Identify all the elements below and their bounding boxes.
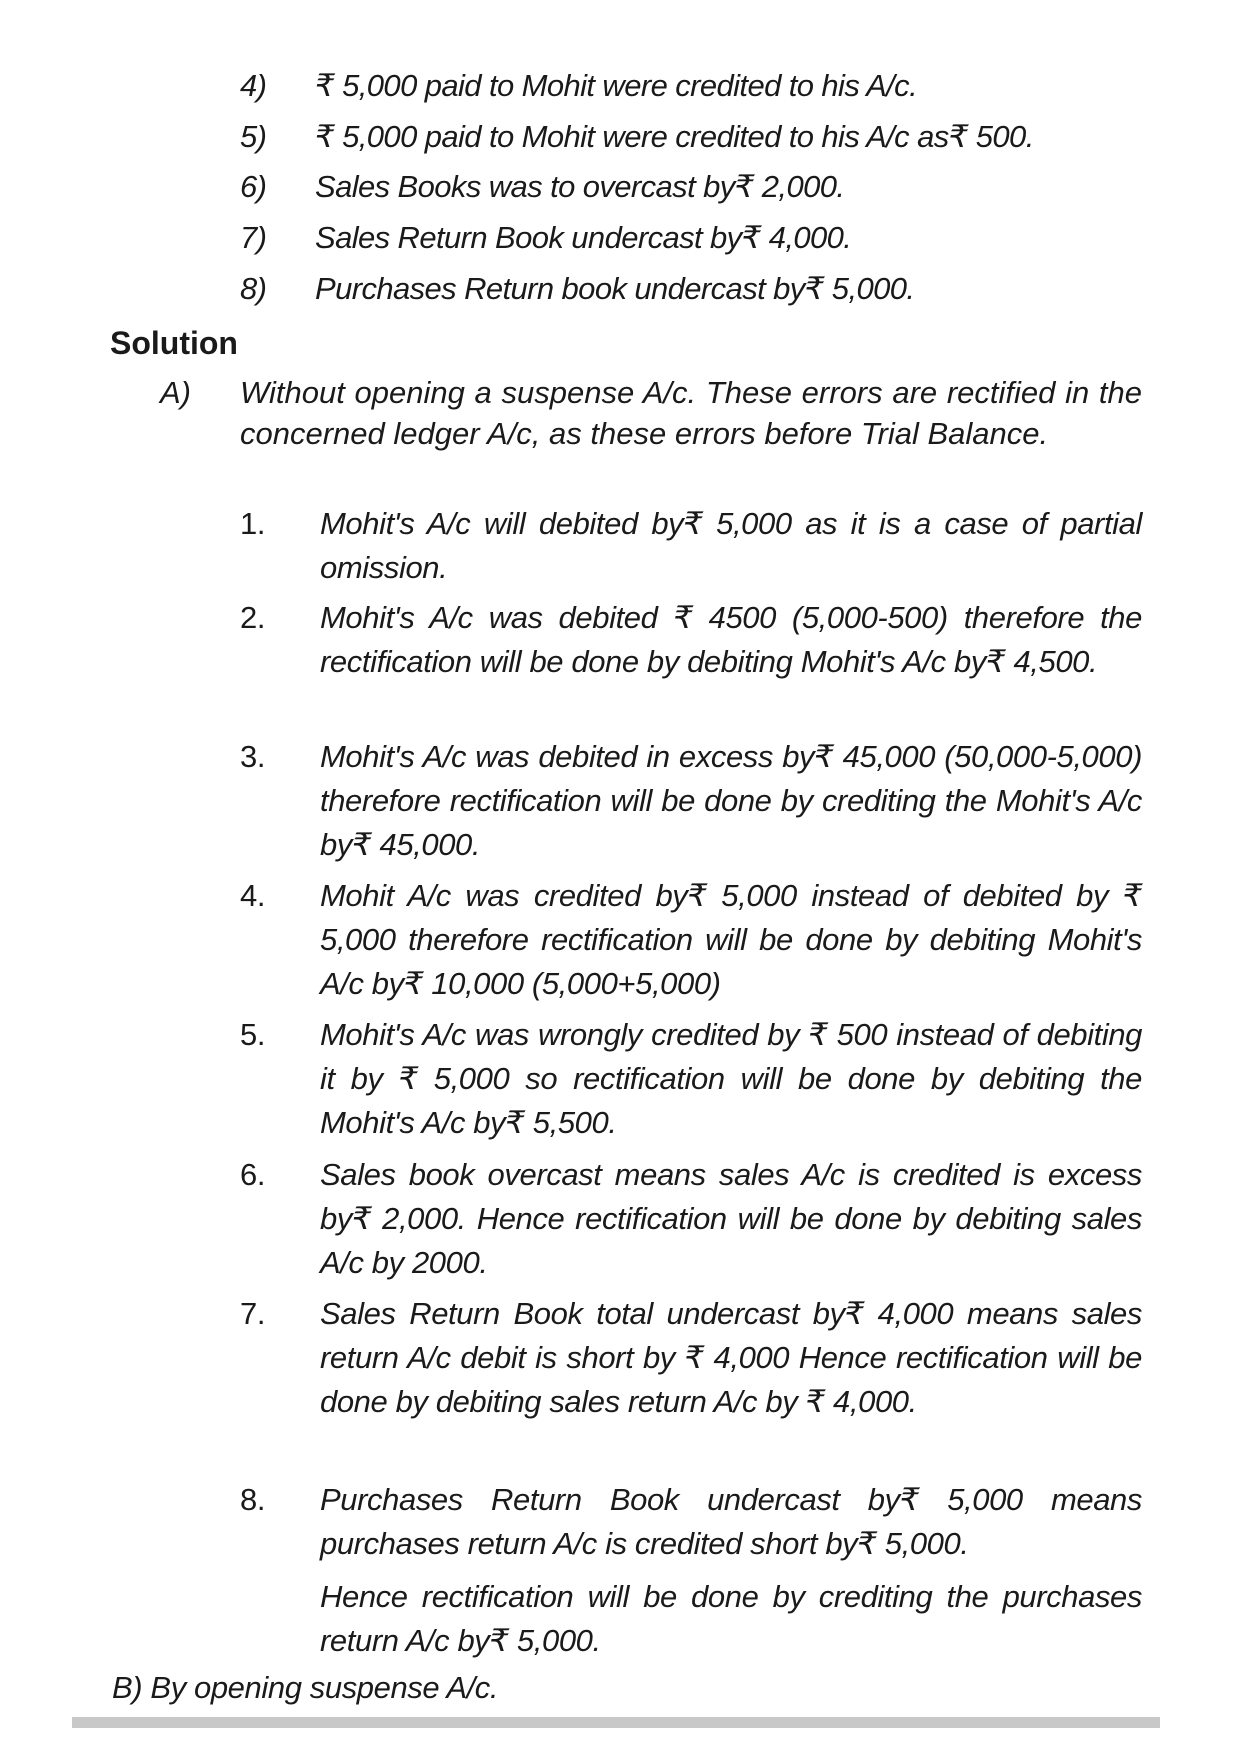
answer-number: 3. (240, 739, 266, 774)
answer-text: Mohit A/c was credited by₹ 5,000 instead of debited by ₹ 5,000 therefore rectification will be done by debiting Mohit's A/c by₹ 10,000 (5,000+5,000) (320, 878, 1142, 1001)
answer-text: Mohit's A/c was debited ₹ 4500 (5,000-500) therefore the rectification will be done by debiting Mohit's A/c by₹ 4,500. (320, 600, 1142, 679)
question-item (240, 218, 851, 258)
question-text: Sales Books was to overcast by₹ 2,000. (315, 169, 845, 204)
section-a-label: A) (160, 375, 191, 410)
answer-text: Sales Return Book total undercast by₹ 4,000 means sales return A/c debit is short by ₹ 4,000 Hence rectification will be done by debiting sales return A/c by ₹ 4,000. (320, 1296, 1142, 1419)
question-text: ₹ 5,000 paid to Mohit were credited to his A/c as₹ 500. (315, 119, 1034, 154)
question-text: ₹ 5,000 paid to Mohit were credited to his A/c. (315, 68, 918, 103)
question-text: Purchases Return book undercast by₹ 5,000. (315, 271, 915, 306)
answer-8-continuation-text: Hence rectification will be done by crediting the purchases return A/c by₹ 5,000. (320, 1579, 1142, 1658)
answer-number: 2. (240, 600, 266, 635)
question-text: Sales Return Book undercast by₹ 4,000. (315, 220, 852, 255)
answer-text: Mohit's A/c was debited in excess by₹ 45,000 (50,000-5,000) therefore rectification will be done by crediting the Mohit's A/c by₹ 45,000. (320, 739, 1142, 862)
question-item (240, 117, 1034, 157)
question-number: 5) (240, 119, 267, 154)
question-number: 7) (240, 220, 267, 255)
bottom-divider (72, 1717, 1160, 1728)
question-number: 8) (240, 271, 267, 306)
answer-number: 1. (240, 506, 266, 541)
section-b-heading: B) By opening suspense A/c. (112, 1670, 499, 1705)
answer-number: 8. (240, 1482, 266, 1517)
answer-number: 4. (240, 878, 266, 913)
question-item (240, 167, 844, 207)
answer-number: 5. (240, 1017, 266, 1052)
question-number: 6) (240, 169, 267, 204)
answer-number: 6. (240, 1157, 266, 1192)
answer-text: Purchases Return Book undercast by₹ 5,000 means purchases return A/c is credited short by₹ 5,000. (320, 1482, 1142, 1561)
answer-number: 7. (240, 1296, 266, 1331)
question-item (240, 269, 914, 309)
question-number: 4) (240, 68, 267, 103)
answer-text: Mohit's A/c will debited by₹ 5,000 as it is a case of partial omission. (320, 506, 1142, 585)
question-item (240, 66, 917, 106)
answer-text: Sales book overcast means sales A/c is credited is excess by₹ 2,000. Hence rectification will be done by debiting sales A/c by 2000. (320, 1157, 1142, 1280)
section-a-text: Without opening a suspense A/c. These errors are rectified in the concerned ledger A/c, as these errors before Trial Balance. (240, 375, 1142, 451)
solution-heading: Solution (110, 325, 238, 361)
answer-text: Mohit's A/c was wrongly credited by ₹ 500 instead of debiting it by ₹ 5,000 so rectification will be done by debiting the Mohit's A/c by₹ 5,500. (320, 1017, 1142, 1140)
